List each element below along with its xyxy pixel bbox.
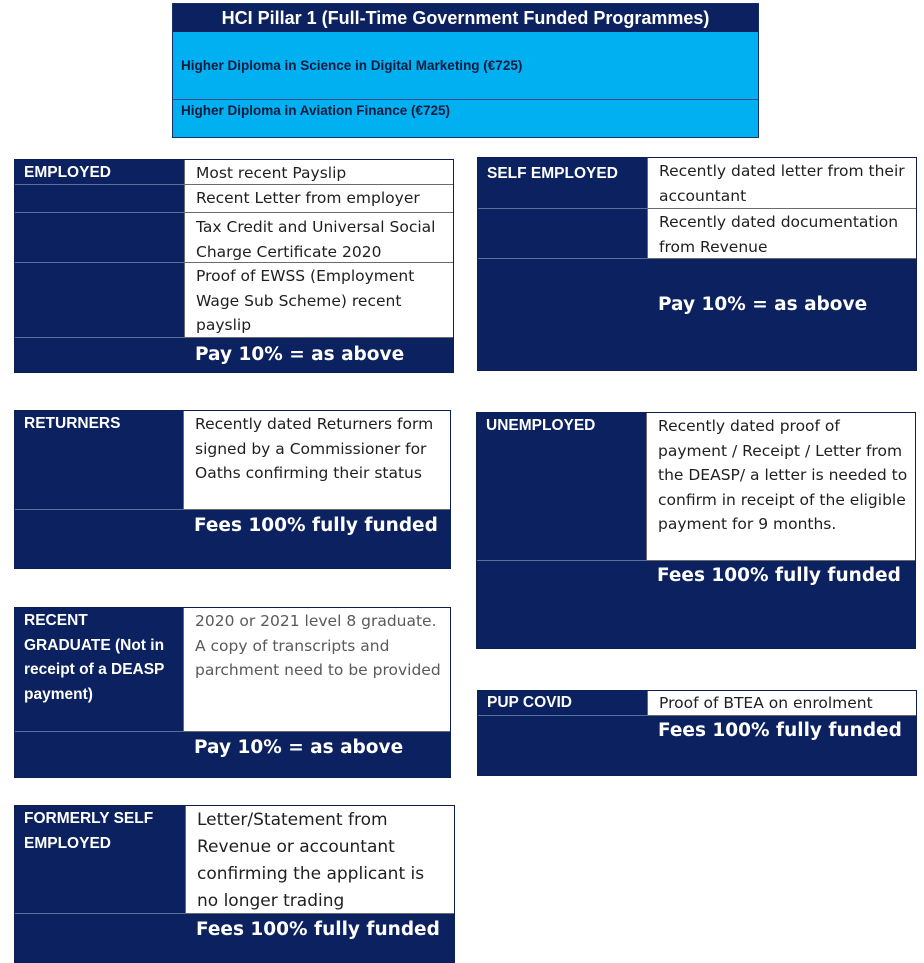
row-divider bbox=[15, 262, 184, 263]
returners-table bbox=[14, 410, 451, 569]
fee-cell: Pay 10% = as above bbox=[183, 732, 450, 777]
row-divider bbox=[478, 715, 647, 716]
document-line: 2020 or 2021 level 8 graduate. bbox=[195, 612, 437, 630]
category-label: SELF EMPLOYED bbox=[478, 158, 647, 370]
recent-graduate-table bbox=[14, 607, 451, 778]
row-divider bbox=[15, 913, 185, 914]
category-label: FORMERLY SELF EMPLOYED bbox=[15, 806, 185, 962]
document-line: A copy of transcripts and parchment need to be provided bbox=[195, 636, 441, 679]
fee-cell: Fees 100% fully funded bbox=[646, 561, 915, 648]
formerly-self-employed-table bbox=[14, 805, 455, 963]
fee-cell: Fees 100% fully funded bbox=[647, 716, 916, 775]
employed-table bbox=[14, 159, 454, 373]
document-cell: Recent Letter from employer bbox=[184, 185, 453, 213]
row-divider bbox=[15, 337, 184, 338]
unemployed-table bbox=[476, 412, 916, 649]
programme-item: Higher Diploma in Aviation Finance (€725) bbox=[181, 103, 451, 118]
category-label: RETURNERS bbox=[15, 411, 183, 568]
programme-item: Higher Diploma in Science in Digital Marketing (€725) bbox=[173, 32, 758, 100]
category-label: EMPLOYED bbox=[15, 160, 184, 372]
document-cell: Recently dated documentation from Revenue bbox=[647, 209, 916, 259]
document-cell: Recently dated proof of payment / Receipt / Letter from the DEASP/ a letter is needed to confirm in receipt of the eligible payment for 9 months. bbox=[646, 413, 915, 561]
page-title: HCI Pillar 1 (Full-Time Government Funded Programmes) bbox=[173, 4, 758, 32]
fee-cell: Fees 100% fully funded bbox=[185, 914, 454, 962]
row-divider bbox=[478, 258, 647, 259]
row-divider bbox=[15, 509, 183, 510]
row-divider bbox=[15, 731, 183, 732]
document-cell bbox=[183, 608, 450, 732]
document-cell: Recently dated Returners form signed by a Commissioner for Oaths confirming their status bbox=[183, 411, 450, 510]
row-divider bbox=[477, 560, 646, 561]
category-label: UNEMPLOYED bbox=[477, 413, 646, 648]
document-cell: Most recent Payslip bbox=[184, 160, 453, 185]
row-divider bbox=[478, 208, 647, 209]
self-employed-table bbox=[477, 157, 917, 371]
pup-covid-table bbox=[477, 690, 917, 776]
category-label: PUP COVID bbox=[478, 691, 647, 775]
document-cell: Proof of EWSS (Employment Wage Sub Scheme) recent payslip bbox=[184, 263, 453, 338]
row-divider bbox=[15, 212, 184, 213]
document-cell: Tax Credit and Universal Social Charge Certificate 2020 bbox=[184, 213, 453, 263]
programme-header bbox=[172, 3, 759, 138]
row-divider bbox=[15, 184, 184, 185]
category-label: RECENT GRADUATE (Not in receipt of a DEASP payment) bbox=[15, 608, 183, 777]
fee-cell: Fees 100% fully funded bbox=[183, 510, 450, 568]
document-cell: Recently dated letter from their accountant bbox=[647, 158, 916, 209]
fee-cell: Pay 10% = as above bbox=[647, 259, 916, 370]
fee-cell: Pay 10% = as above bbox=[184, 338, 453, 372]
document-cell: Proof of BTEA on enrolment bbox=[647, 691, 916, 716]
document-cell: Letter/Statement from Revenue or accountant confirming the applicant is no longer trading bbox=[185, 806, 454, 914]
